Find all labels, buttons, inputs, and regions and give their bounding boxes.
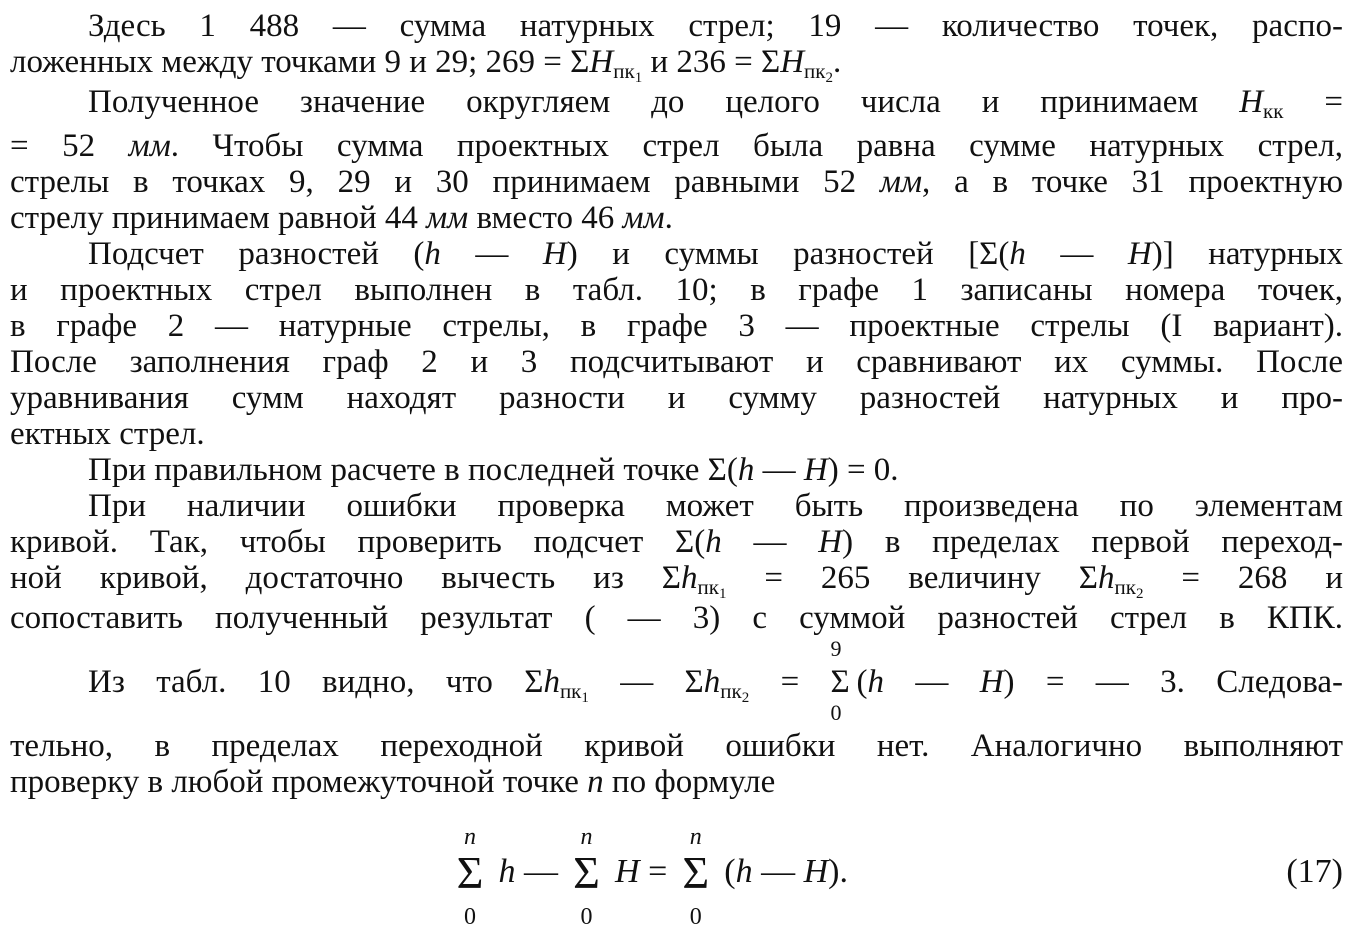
p3-line3: в графе 2 — натурные стрелы, в графе 3 — проектные стрелы (I вариант). [10,308,1343,344]
p3-line1: Подсчет разностей (h — H) и суммы разностей [Σ(h — H)] натурных [88,236,1344,272]
p1-line2: ложенных между точками 9 и 29; $269 = \Sigma H_{пк_1}$ и $236 = \Sigma H_{пк_2}$. [10,44,842,86]
p6-line3: проверку в любой промежуточной точке n по формуле [10,764,776,800]
p3-line6: ектных стрел. [10,416,205,452]
p5-line3: ной кривой, достаточно вычесть из $\Sigma h_{пк_1} = 265$ величину $\Sigma h_{пк_2} = 268$ и [10,560,1343,602]
p1-line1: Здесь 1 488 — сумма натурных стрел; 19 — количество точек, распо- [88,8,1343,44]
p5-line4: сопоставить полученный результат ( — 3) с суммой разностей стрел в КПК. [10,600,1343,636]
p6-line1: Из табл. 10 видно, что $\Sigma h_{пк_1}$ — $\Sigma h_{пк_2}$ = 9 Σ 0 (h — H) = — 3. Следова- [88,636,1343,725]
p2-line1: Полученное значение округляем до целого числа и принимаем $H_{кк}$ = [88,84,1343,123]
p5-line1: При наличии ошибки проверка может быть произведена по элементам [88,488,1343,524]
sum-with-limits: 9 Σ 0 [830,636,850,725]
p4-line1: При правильном расчете в последней точке Σ(h — H) = 0. [88,452,899,488]
p2-line4: стрелу принимаем равной 44 мм вместо 46 мм. [10,200,673,236]
formula-17: n Σ 0 h — n Σ 0 H = n Σ 0 (h — H). [450,852,848,893]
p2-line2: = 52 мм. Чтобы сумма проектных стрел была равна сумме натурных стрел, [10,128,1343,164]
p5-line2: кривой. Так, чтобы проверить подсчет Σ(h — H) в пределах первой переход- [10,524,1343,560]
p3-line5: уравнивания сумм находят разности и сумму разностей натурных и про- [10,380,1343,416]
sum-symbol: n Σ 0 [682,824,710,930]
p3-line4: После заполнения граф 2 и 3 подсчитывают и сравнивают их суммы. После [10,344,1343,380]
sum-symbol: n Σ 0 [573,824,600,930]
p2-line3: стрелы в точках 9, 29 и 30 принимаем равными 52 мм, а в точке 31 проектную [10,164,1343,200]
equation-number: (17) [1286,853,1343,890]
sum-symbol: n Σ 0 [456,824,484,930]
p6-line2: тельно, в пределах переходной кривой ошибки нет. Аналогично выполняют [10,728,1343,764]
p3-line2: и проектных стрел выполнен в табл. 10; в графе 1 записаны номера точек, [10,272,1343,308]
